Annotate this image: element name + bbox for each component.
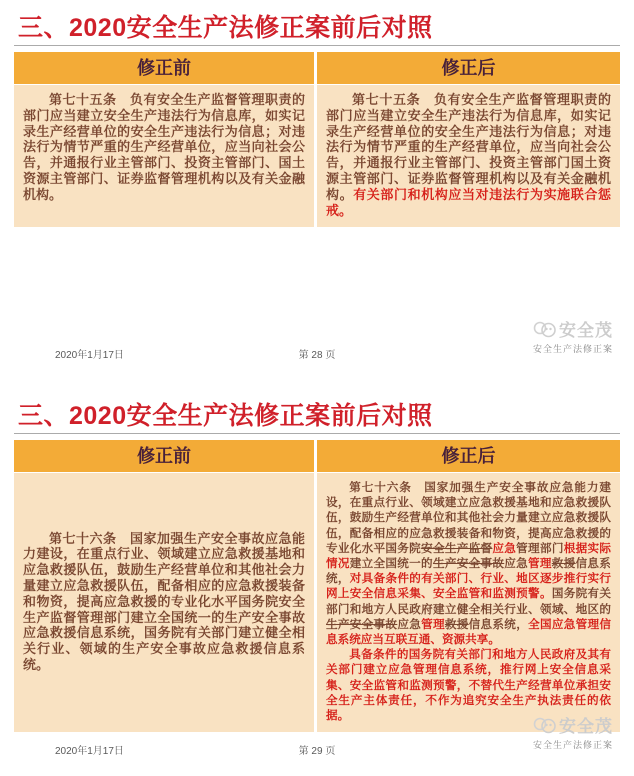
- slide-title: 三、2020安全生产法修正案前后对照: [18, 14, 433, 42]
- law-text: 建立全国统一的: [349, 557, 433, 571]
- law-text: 第七十五条 负有安全生产监督管理职责的部门应当建立安全生产违法行为信息库，如实记录生产经营单位的安全生产违法行为信息；对违法行为情节严重的生产经营单位，应当向社会公告，并通报行业主管部门、投资主管部门、国土资源主管部门、证券监督管理机构以及有关金融机构。: [23, 92, 305, 202]
- deleted-text: 救援: [444, 617, 469, 631]
- comparison-table: [14, 52, 620, 227]
- watermark-brand: 安全茂: [559, 717, 613, 736]
- before-amendment-cell: [14, 85, 314, 227]
- watermark: [518, 712, 628, 751]
- deleted-text: 生产安全事故: [326, 617, 398, 631]
- table-header-row: [14, 52, 620, 84]
- slide-page-29: [0, 388, 634, 776]
- page-number: 第 28 页: [298, 350, 336, 361]
- watermark-subtitle: 安全生产法修正案: [532, 344, 613, 354]
- law-text-paragraph: [326, 92, 611, 218]
- slide-date: 2020年1月17日: [55, 350, 124, 361]
- anquanmao-logo-icon: [533, 715, 557, 735]
- law-text: 第七十六条 国家加强生产安全事故应急能力建设，在重点行业、领域建立应急救援基地和应急救援队伍，鼓励生产经营单位和其他社会力量建立应急救援队伍，配备相应的应急救援装备和物资，提高应急救援的专业化水平国务院: [326, 481, 611, 555]
- watermark-brand: 安全茂: [559, 321, 613, 340]
- added-text: 管理: [421, 617, 445, 631]
- added-text: 具备条件的国务院有关部门和地方人民政府及其有关部门建立应急管理信息系统，推行网上安全信息采集、安全监管和监测预警，不替代生产经营单位承担安全生产主体责任，不作为追究安全生产执法责任的依据。: [326, 648, 611, 723]
- law-text-paragraph: [23, 531, 305, 673]
- deleted-text: 安全生产监督: [421, 541, 493, 555]
- added-text: 有关部门和机构应当对违法行为实施联合惩戒。: [326, 186, 611, 218]
- title-divider: [14, 433, 620, 434]
- table-header-row: [14, 440, 620, 472]
- watermark: [518, 316, 628, 355]
- header-cell-before: 修正前: [14, 440, 314, 472]
- anquanmao-logo-icon: [533, 319, 557, 339]
- added-text: 对具备条件的有关部门、行业、地区逐步推行实行网上安全信息采集、安全监管和监测预警。: [326, 572, 611, 601]
- page-number: 第 29 页: [298, 746, 336, 757]
- comparison-table: [14, 440, 620, 732]
- law-text: 管理部门: [516, 541, 564, 555]
- before-amendment-cell: [14, 473, 314, 732]
- law-text-paragraph: [326, 480, 611, 647]
- slide-title: 三、2020安全生产法修正案前后对照: [18, 402, 433, 430]
- deleted-text: 救援: [551, 557, 576, 571]
- law-text: 应急: [504, 557, 529, 571]
- table-body-row: [14, 473, 620, 732]
- header-cell-after: 修正后: [317, 52, 620, 84]
- added-text: 管理: [528, 557, 552, 571]
- law-text: 信息系统，: [326, 557, 611, 586]
- law-text: 国务院有关部门和地方人民政府建立健全相关行业、领域、地区的: [326, 587, 611, 616]
- added-text: 应急: [492, 541, 517, 555]
- law-text: 信息系统，: [468, 617, 529, 631]
- watermark-subtitle: 安全生产法修正案: [532, 740, 613, 750]
- added-text: 根据实际情况: [326, 541, 611, 571]
- law-text-paragraph: [23, 92, 305, 203]
- header-cell-before: 修正前: [14, 52, 314, 84]
- added-text: 全国应急管理信息系统应当互联互通、资源共享。: [326, 617, 611, 647]
- table-body-row: [14, 85, 620, 227]
- after-amendment-cell: [317, 85, 620, 227]
- deleted-text: 生产安全事故: [432, 557, 505, 571]
- header-cell-after: 修正后: [317, 440, 620, 472]
- slide-date: 2020年1月17日: [55, 746, 124, 757]
- law-text: 第七十六条 国家加强生产安全事故应急能力建设，在重点行业、领域建立应急救援基地和应急救援队伍，鼓励生产经营单位和其他社会力量建立应急救援队伍，配备相应的应急救援装备和物资，提高应急救援的专业化水平国务院安全生产监督管理部门建立全国统一的生产安全事故应急救援信息系统，国务院有关部门建立健全相关行业、领域的生产安全事故应急救援信息系统。: [23, 530, 305, 672]
- law-text: 第七十五条 负有安全生产监督管理职责的部门应当建立安全生产违法行为信息库，如实记录生产经营单位的安全生产违法行为信息；对违法行为情节严重的生产经营单位，应当向社会公告，并通报行业主管部门、投资主管部门国土资源主管部门、证券监督管理机构以及有关金融机构。: [326, 92, 611, 202]
- title-divider: [14, 45, 620, 46]
- law-text: 应急: [397, 617, 422, 631]
- after-amendment-cell: [317, 473, 620, 732]
